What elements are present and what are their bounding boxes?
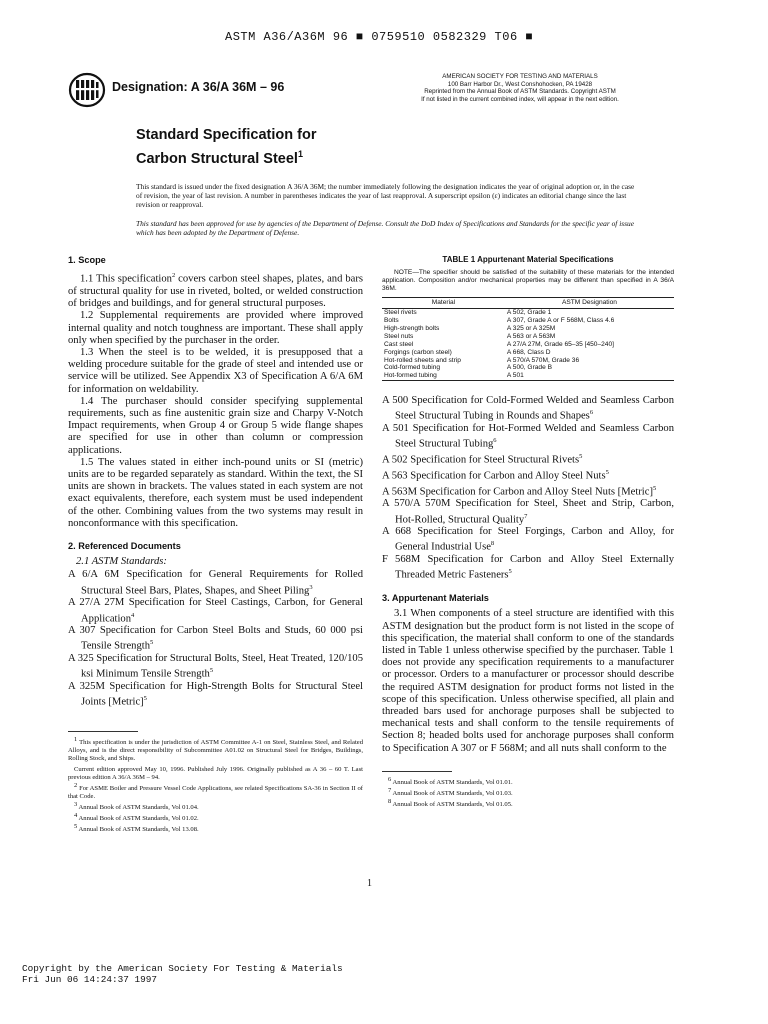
title-footnote-mark: 1 (297, 149, 303, 159)
column-header-material: Material (382, 298, 505, 309)
footnote-rule-right (382, 771, 452, 772)
copyright-footer (22, 964, 343, 985)
section-2-heading: 2. Referenced Documents (68, 541, 181, 551)
footnote-text: Annual Book of ASTM Standards, Vol 01.05. (392, 801, 513, 809)
footnote-number: 6 (388, 775, 392, 783)
table-1-title: TABLE 1 Appurtenant Material Specifications (442, 255, 614, 264)
table-row (382, 309, 674, 317)
astm-standards-subheading: 2.1 ASTM Standards: (76, 556, 167, 568)
p1-1-footnote-mark: 2 (171, 272, 176, 280)
reference-item (382, 467, 674, 483)
reference-footnote-mark: 5 (579, 453, 583, 461)
designation-cell: A 570/A 570M, Grade 36 (506, 356, 580, 364)
footnote (382, 798, 674, 809)
reference-footnote-mark: 5 (209, 667, 214, 675)
table-row (382, 333, 674, 341)
designation-cell: A 668, Class D (506, 348, 551, 356)
footnote-text: Annual Book of ASTM Standards, Vol 01.02. (78, 815, 199, 823)
reference-item (68, 569, 363, 597)
left-column (68, 254, 363, 834)
designation-cell: A 27/A 27M, Grade 65–35 [450–240] (506, 340, 614, 348)
paragraph-1-5: 1.5 The values stated in either inch-pound units or SI (metric) units are to be regarded separately as standard. Within the text, the SI units are shown in brackets. The values stated in each system are not exact equivalents, therefore, each system must be used independent of the other. Combining values from the two systems may result in nonconformance with this specification. (68, 456, 363, 529)
title-line-1: Standard Specification for (136, 127, 317, 143)
footnote (68, 812, 363, 823)
publisher-info (400, 73, 640, 103)
table-row (382, 372, 674, 380)
table-row (382, 349, 674, 357)
reference-text: A 6/A 6M Specification for General Requirements for Rolled Structural Steel Bars, Plates, Shapes, and Sheet Piling (68, 569, 363, 597)
paragraph-3-1: 3.1 When components of a steel structure are identified with this ASTM designation but the product form is not listed in the scope of this specification, the material shall conform to one of the standards listed in Table 1 unless otherwise specified by the purchaser. Table 1 does not provide any specification requirements to a manufacturer or processor. Orders to a manufacturer or processor should describe the required ASTM designation for product forms not listed in the scope of this specification. Unless otherwise specified, all plain and threaded bars used for anchorage purposes shall be subjected to mechanical tests and shall conform to the tensile requirements of Section 8; headed bolts used for anchorage purposes shall conform to Specification A 307 or F 568M; and all nuts shall conform to the (382, 608, 674, 754)
reference-footnote-mark: 5 (652, 484, 657, 492)
reference-text: A 563M Specification for Carbon and Alloy Steel Nuts [Metric] (382, 486, 653, 498)
reference-item (382, 483, 674, 499)
table-body (382, 309, 674, 381)
column-header-designation: ASTM Designation (505, 298, 674, 309)
footnote-text: Annual Book of ASTM Standards, Vol 01.01. (392, 778, 513, 786)
section-3-heading: 3. Appurtenant Materials (382, 593, 489, 604)
footnote-number: 8 (388, 797, 392, 805)
table-row (382, 357, 674, 365)
reference-text: A 325M Specification for High-Strength Bolts for Structural Steel Joints [Metric] (68, 681, 363, 708)
table-header-row (382, 298, 674, 309)
footnote-text: Current edition approved May 10, 1996. Published July 1996. Originally published as A 36 – 60 T. Last previous edition A 36/A 36M – 94. (68, 766, 363, 782)
reference-text: A 325 Specification for Structural Bolts, Steel, Heat Treated, 120/105 ksi Minimum Tensile Strength (68, 653, 363, 680)
reference-text: A 668 Specification for Steel Forgings, Carbon and Alloy, for General Industrial Use (382, 526, 674, 554)
right-column (382, 254, 674, 809)
footnotes-left (68, 736, 363, 834)
material-cell: Steel rivets (384, 309, 417, 317)
reference-footnote-mark: 5 (508, 568, 512, 576)
footnote (68, 763, 363, 782)
footnote (382, 776, 674, 787)
material-cell: Hot-rolled sheets and strip (384, 356, 461, 364)
astm-logo-icon (68, 72, 106, 108)
reference-text: A 501 Specification for Hot-Formed Welded and Seamless Carbon Steel Structural Tubing (382, 423, 674, 450)
designation-cell: A 501 (505, 372, 674, 380)
footnote (68, 801, 363, 812)
publisher-address: 100 Barr Harbor Dr., West Conshohocken, PA 19428 (447, 80, 593, 88)
dod-approval-statement: This standard has been approved for use by agencies of the Department of Defense. Consult the DoD Index of Specifications and Standards for the specific year of issue which has been adopted by the Department of Defense. (136, 219, 634, 238)
material-cell: Cold-formed tubing (384, 364, 441, 372)
reference-item (382, 423, 674, 451)
footnote (68, 823, 363, 834)
issued-statement: This standard is issued under the fixed designation A 36/A 36M; the number immediately following the designation indicates the year of original adoption or, in the case of revision, the year of last revision. A number in parentheses indicates the year of last reapproval. A superscript epsilon (ε) indicates an editorial change since the last revision or reapproval. (136, 182, 635, 210)
reference-text: A 500 Specification for Cold-Formed Welded and Seamless Carbon Steel Structural Tubing in Rounds and Shapes (382, 395, 674, 422)
publisher-reprint: Reprinted from the Annual Book of ASTM Standards. Copyright ASTM (424, 88, 616, 96)
material-cell: Forgings (carbon steel) (384, 348, 452, 356)
footnote (68, 782, 363, 801)
reference-text: A 563 Specification for Carbon and Alloy Steel Nuts (382, 470, 606, 482)
publisher-name: AMERICAN SOCIETY FOR TESTING AND MATERIALS (442, 73, 598, 80)
reference-item (68, 653, 363, 681)
publisher-index-note: If not listed in the current combined index, will appear in the next edition. (421, 95, 619, 103)
designation-cell: A 307, Grade A or F 568M, Class 4.6 (506, 317, 615, 325)
designation-cell: A 325 or A 325M (506, 324, 556, 332)
reference-text: F 568M Specification for Carbon and Alloy Steel Externally Threaded Metric Fasteners (382, 554, 674, 581)
table-row (382, 317, 674, 325)
section-1-heading: 1. Scope (68, 255, 106, 265)
reference-footnote-mark: 3 (309, 583, 313, 591)
p1-1-text: covers carbon steel shapes, plates, and bars of structural quality for use in riveted, bolted, or welded construction of bridges and buildings, and for general structural purposes. (68, 273, 363, 310)
material-cell: Cast steel (384, 340, 414, 348)
reference-item (68, 597, 363, 625)
material-cell: Hot-formed tubing (382, 372, 505, 380)
designation-cell: A 500, Grade B (506, 364, 552, 372)
document-code-header: ASTM A36/A36M 96 ■ 0759510 0582329 T06 ■ (225, 30, 534, 44)
footnote-text: Annual Book of ASTM Standards, Vol 13.08. (78, 826, 199, 834)
paragraph-1-3: 1.3 When the steel is to be welded, it is presupposed that a welding procedure suitable for the grade of steel and intended use or service will be utilized. See Appendix X3 of Specification A 6/A 6M for information on weldability. (68, 346, 363, 395)
footnote-number: 1 (74, 736, 78, 744)
reference-text: A 502 Specification for Steel Structural Rivets (382, 454, 580, 466)
print-timestamp: Fri Jun 06 14:24:37 1997 (22, 973, 158, 985)
table-row (382, 325, 674, 333)
material-cell: Bolts (384, 317, 399, 325)
reference-footnote-mark: 7 (524, 512, 528, 520)
footnote-rule (68, 731, 138, 732)
footnotes-right (382, 776, 674, 809)
reference-item (68, 681, 363, 709)
footnote-text: Annual Book of ASTM Standards, Vol 01.04. (78, 804, 199, 812)
reference-item (382, 395, 674, 423)
reference-item (68, 625, 363, 653)
reference-item (382, 554, 674, 582)
reference-item (382, 451, 674, 467)
designation-cell: A 502, Grade 1 (506, 309, 552, 317)
designation-cell: A 563 or A 563M (506, 332, 556, 340)
reference-footnote-mark: 5 (605, 468, 609, 476)
document-title (136, 126, 316, 169)
reference-footnote-mark: 6 (493, 437, 497, 445)
table-row (382, 364, 674, 372)
footnote-number: 2 (74, 782, 78, 789)
reference-list-left (68, 569, 363, 709)
footnote-number: 7 (388, 786, 392, 794)
p1-1-lead: 1.1 This specification (80, 273, 172, 285)
reference-footnote-mark: 4 (131, 611, 135, 619)
footnote (68, 736, 363, 763)
reference-text: A 307 Specification for Carbon Steel Bolts and Studs, 60 000 psi Tensile Strength (68, 625, 363, 653)
reference-footnote-mark: 5 (150, 639, 154, 647)
table-1-note: NOTE—The specifier should be satisfied of the suitability of these materials for the intended application. Composition and/or mechanical properties may be different than specified in A 36/A 36M. (382, 269, 674, 293)
page-number: 1 (367, 878, 372, 889)
footnote-text: This specification is under the jurisdiction of ASTM Committee A-1 on Steel, Stainless Steel, and Related Alloys, and is the direct responsibility of Subcommittee A01.02 on Structural Steel for Bridges, Buildings, Rolling Stock, and Ships. (68, 739, 363, 763)
footnote-number: 4 (74, 812, 78, 820)
footnote-number: 3 (74, 801, 78, 808)
paragraph-1-1 (68, 270, 363, 310)
paragraph-1-2: 1.2 Supplemental requirements are provided where improved internal quality and notch toughness are important. These shall apply only when specified by the purchaser in the order. (68, 310, 363, 346)
footnote (382, 787, 674, 798)
table-row (382, 341, 674, 349)
reference-footnote-mark: 5 (143, 695, 147, 703)
appurtenant-materials-table (382, 297, 674, 381)
title-line-2 (136, 145, 316, 169)
title-main: Carbon Structural Steel (136, 150, 298, 167)
material-cell: High-strength bolts (384, 324, 440, 332)
designation-label: Designation: A 36/A 36M – 96 (112, 80, 285, 94)
footnote-text: Annual Book of ASTM Standards, Vol 01.03. (392, 790, 513, 798)
reference-text: A 570/A 570M Specification for Steel, Sheet and Strip, Carbon, Hot-Rolled, Structural Quality (382, 498, 674, 526)
paragraph-1-4: 1.4 The purchaser should consider specifying supplemental requirements, such as fine austenitic grain size and Charpy V-Notch Impact requirements, when Group 4 or Group 5 wide flange shapes are specified for use in other than column or compression applications. (68, 395, 363, 456)
reference-item (382, 498, 674, 526)
material-cell: Steel nuts (384, 332, 414, 340)
reference-footnote-mark: 8 (490, 540, 495, 548)
footnote-text: For ASME Boiler and Pressure Vessel Code Applications, see related Specifications SA-36 in Section II of that Code. (68, 785, 363, 801)
reference-item (382, 526, 674, 554)
reference-footnote-mark: 6 (589, 409, 594, 417)
reference-list-right (382, 395, 674, 582)
reference-text: A 27/A 27M Specification for Steel Castings, Carbon, for General Application (68, 597, 363, 625)
copyright-line: Copyright by the American Society For Testing & Materials (22, 963, 343, 974)
footnote-number: 5 (74, 823, 78, 831)
